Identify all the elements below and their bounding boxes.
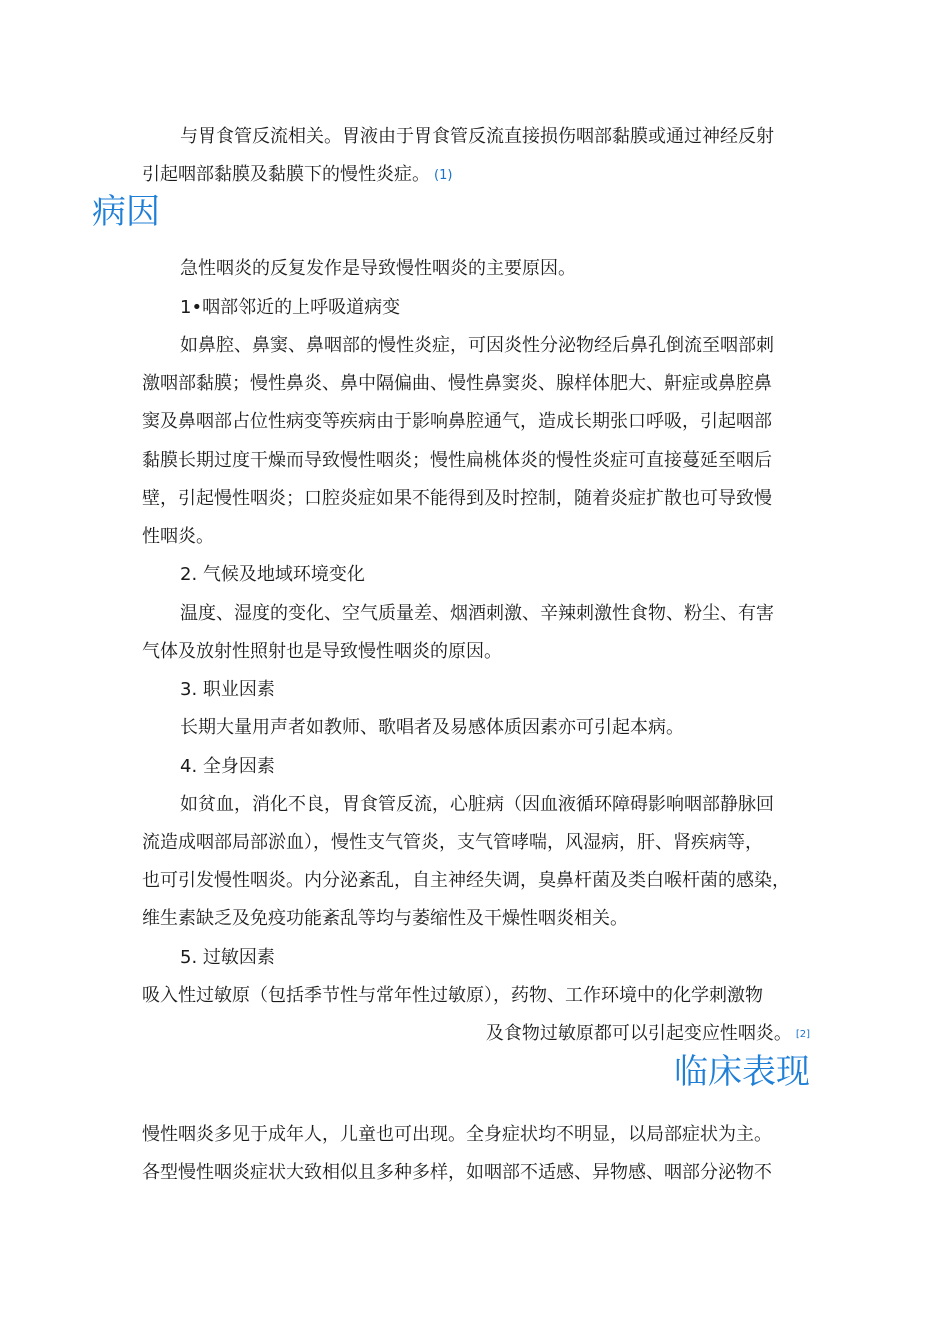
- cause-item3-title: 3. 职业因素: [180, 679, 275, 700]
- intro-line-2: [142, 163, 832, 188]
- cause-item1-line: 如鼻腔、鼻窦、鼻咽部的慢性炎症，可因炎性分泌物经后鼻孔倒流至咽部刺: [180, 335, 774, 356]
- cause-item5-line: [486, 1022, 810, 1047]
- citation-link-1[interactable]: (1): [434, 168, 453, 183]
- cause-main-paragraph: 急性咽炎的反复发作是导致慢性咽炎的主要原因。: [180, 258, 576, 279]
- cause-item1-line: 黏膜长期过度干燥而导致慢性咽炎；慢性扁桃体炎的慢性炎症可直接蔓延至咽后: [142, 450, 772, 471]
- cause-item2-line: 气体及放射性照射也是导致慢性咽炎的原因。: [142, 641, 502, 662]
- cause-item5-line: 吸入性过敏原（包括季节性与常年性过敏原），药物、工作环境中的化学刺激物: [142, 985, 763, 1006]
- cause-item1-line: 壁，引起慢性咽炎；口腔炎症如果不能得到及时控制，随着炎症扩散也可导致慢: [142, 488, 772, 509]
- heading-cause: 病因: [92, 192, 160, 232]
- cause-item5-line-text: 及食物过敏原都可以引起变应性咽炎。: [485, 1023, 792, 1044]
- cause-item5-title: 5. 过敏因素: [180, 947, 275, 968]
- cause-item1-line: 激咽部黏膜；慢性鼻炎、鼻中隔偏曲、慢性鼻窦炎、腺样体肥大、鼾症或鼻腔鼻: [142, 373, 772, 394]
- cause-item4-line: 也可引发慢性咽炎。内分泌紊乱，自主神经失调，臭鼻杆菌及类白喉杆菌的感染，: [142, 870, 790, 891]
- intro-line-1: 与胃食管反流相关。胃液由于胃食管反流直接损伤咽部黏膜或通过神经反射: [180, 126, 774, 147]
- cause-item4-line: 流造成咽部局部淤血），慢性支气管炎，支气管哮喘，风湿病，肝、肾疾病等，: [142, 832, 763, 853]
- cause-item2-title: 2. 气候及地域环境变化: [180, 564, 365, 585]
- cause-item4-line: 维生素缺乏及免疫功能紊乱等均与萎缩性及干燥性咽炎相关。: [142, 908, 628, 929]
- clinical-line: 慢性咽炎多见于成年人，儿童也可出现。全身症状均不明显，以局部症状为主。: [142, 1124, 772, 1145]
- cause-item2-line: 温度、湿度的变化、空气质量差、烟酒刺激、辛辣刺激性食物、粉尘、有害: [180, 603, 774, 624]
- intro-line-2-text: 引起咽部黏膜及黏膜下的慢性炎症。: [142, 164, 430, 185]
- cause-item1-line: 窦及鼻咽部占位性病变等疾病由于影响鼻腔通气，造成长期张口呼吸，引起咽部: [142, 411, 772, 432]
- cause-item1-line: 性咽炎。: [142, 526, 214, 547]
- citation-link-2[interactable]: [2]: [795, 1029, 810, 1040]
- cause-item3-line: 长期大量用声者如教师、歌唱者及易感体质因素亦可引起本病。: [180, 717, 684, 738]
- cause-item4-line: 如贫血，消化不良，胃食管反流，心脏病（因血液循环障碍影响咽部静脉回: [180, 794, 774, 815]
- heading-clinical: 临床表现: [674, 1052, 810, 1092]
- clinical-line: 各型慢性咽炎症状大致相似且多种多样，如咽部不适感、异物感、咽部分泌物不: [142, 1162, 772, 1183]
- cause-item1-title: 1•咽部邻近的上呼吸道病变: [180, 297, 401, 318]
- cause-item4-title: 4. 全身因素: [180, 756, 275, 777]
